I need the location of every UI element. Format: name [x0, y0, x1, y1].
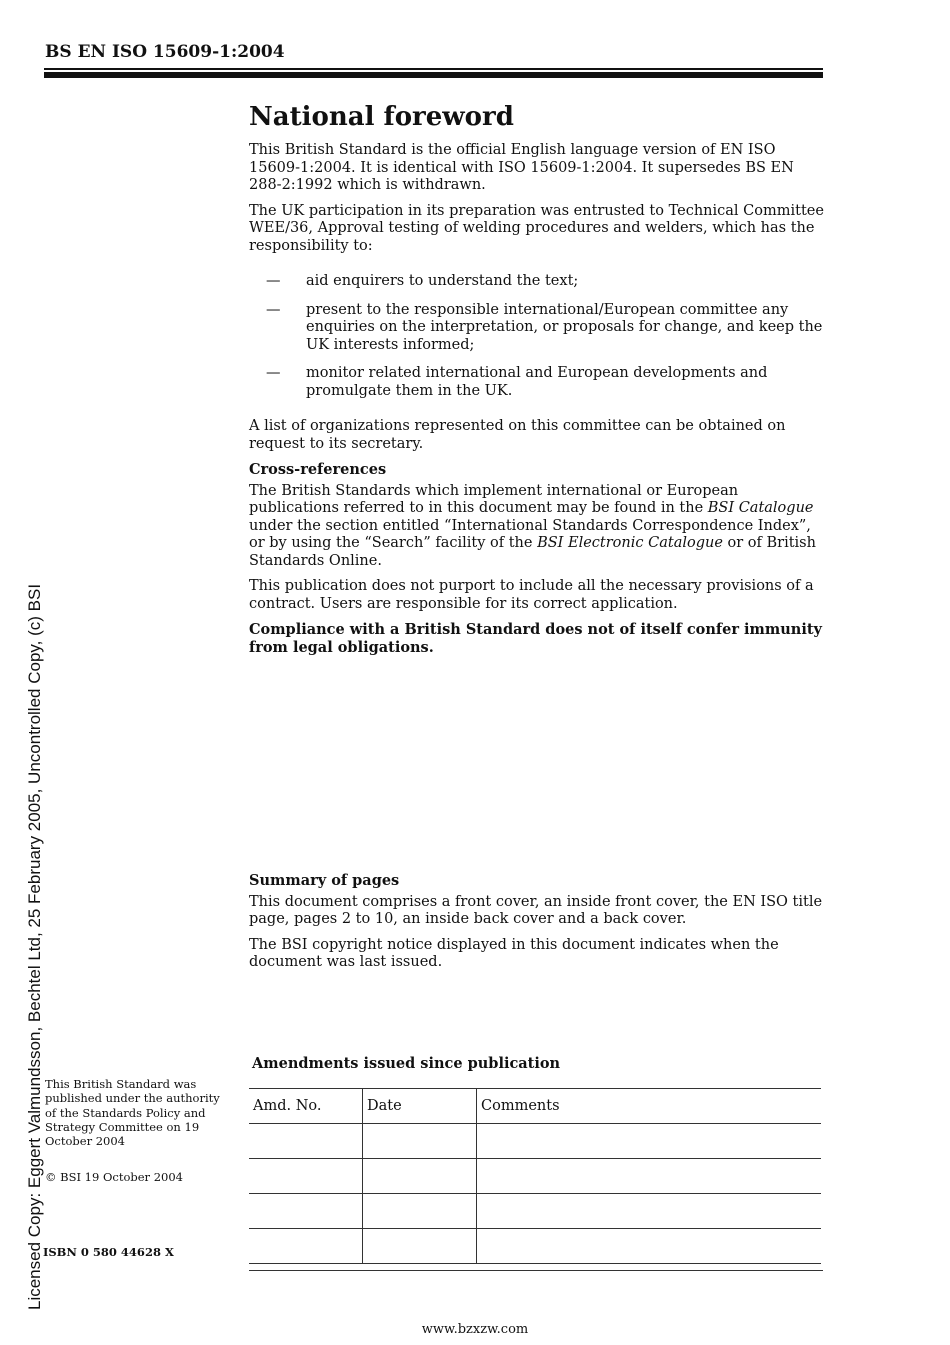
committee-paragraph: The UK participation in its preparation was entrusted to Technical Committee WEE/36, Approval testing of welding procedures and welders, which has the responsibility to: [249, 202, 824, 254]
copyright-line: © BSI 19 October 2004 [45, 1170, 183, 1185]
header-date: Date [363, 1089, 477, 1124]
summary-heading: Summary of pages [249, 872, 400, 889]
publication-note [45, 1077, 230, 1207]
list-item: — present to the responsible international/European committee any enquiries on the interpretation, or proposals for change, and keep the UK interests informed; [249, 302, 824, 355]
cross-references-heading: Cross-references [249, 461, 387, 478]
header-rule-thick [44, 72, 823, 78]
bottom-rule [249, 1270, 823, 1271]
table-row [249, 1229, 821, 1264]
list-item: — aid enquirers to understand the text; [249, 273, 824, 291]
amendments-table [249, 1088, 821, 1264]
cross-ref-text-3: or of British Standards Online. [249, 535, 816, 569]
bsi-catalogue-title: BSI Catalogue [707, 500, 814, 516]
intro-paragraph: This British Standard is the official English language version of EN ISO 15609-1:2004. It is identical with ISO 15609-1:2004. It supersedes BS EN 288-2:1992 which is withdrawn. [249, 142, 794, 193]
responsibility-list [249, 273, 824, 400]
cross-ref-text-1: The British Standards which implement international or European publications referred to in this document may be found in the [249, 482, 739, 516]
bsi-electronic-catalogue-title: BSI Electronic Catalogue [537, 535, 723, 551]
publication-authority: This British Standard was published under the authority of the Standards Policy and Strategy Committee on 19 October 2004 [45, 1077, 220, 1149]
standard-number: BS EN ISO 15609-1:2004 [45, 42, 285, 62]
table-row [249, 1159, 821, 1194]
table-row [249, 1194, 821, 1229]
header-amd-no: Amd. No. [249, 1089, 363, 1124]
header-comments: Comments [477, 1089, 822, 1124]
list-item: — monitor related international and European developments and promulgate them in the UK. [249, 365, 824, 400]
summary-of-pages-section [249, 872, 824, 980]
amendments-title: Amendments issued since publication [252, 1055, 561, 1072]
header-rule-thin [44, 68, 823, 70]
national-foreword-section [249, 100, 824, 664]
organizations-paragraph: A list of organizations represented on this committee can be obtained on request to its secretary. [249, 418, 786, 452]
copyright-notice-paragraph: The BSI copyright notice displayed in this document indicates when the document was last issued. [249, 936, 779, 970]
provisions-paragraph: This publication does not purport to include all the necessary provisions of a contract. Users are responsible for its correct application. [249, 578, 814, 612]
license-watermark: Licensed Copy: Eggert Valmundsson, Bechtel Ltd, 25 February 2005, Uncontrolled Copy, (c) BSI [25, 583, 44, 1310]
summary-paragraph: This document comprises a front cover, an inside front cover, the EN ISO title page, pages 2 to 10, an inside back cover and a back cover. [249, 893, 823, 927]
footer-url: www.bzxzw.com [421, 1322, 529, 1337]
page-title: National foreword [249, 102, 514, 132]
table-header-row [249, 1089, 821, 1124]
compliance-notice: Compliance with a British Standard does not of itself confer immunity from legal obligations. [249, 621, 822, 656]
table-row [249, 1124, 821, 1159]
isbn: ISBN 0 580 44628 X [43, 1245, 174, 1259]
cross-ref-text-2: under the section entitled “International Standards Correspondence Index”, or by using the “Search” facility of the [249, 517, 811, 551]
cross-references-paragraph [249, 483, 824, 571]
